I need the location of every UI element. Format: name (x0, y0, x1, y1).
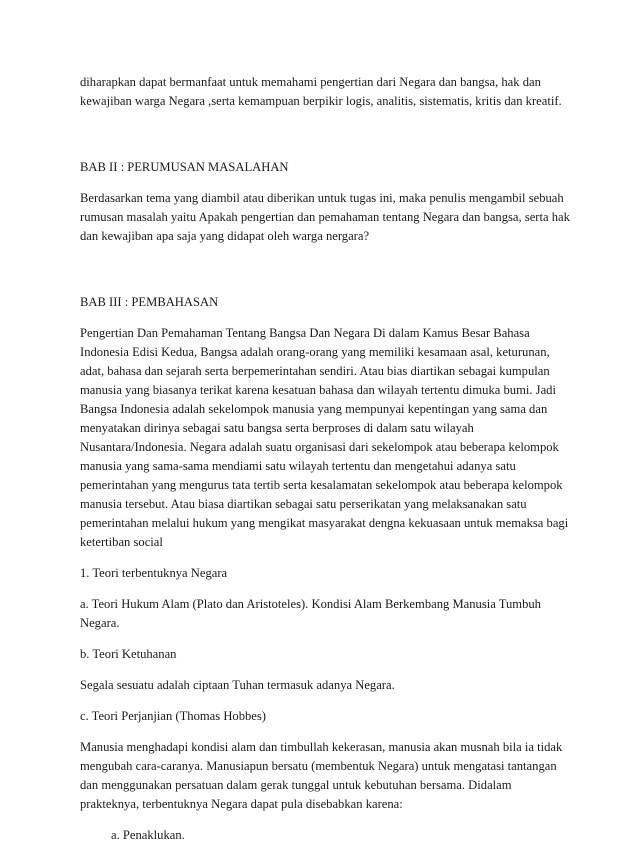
teori-heading: 1. Teori terbentuknya Negara (80, 566, 228, 580)
bab2-line: rumusan masalah yaitu Apakah pengertian dan pemahaman tentang Negara dan bangsa, serta hak (80, 210, 570, 224)
teori-c-line: prakteknya, terbentuknya Negara dapat pula disebabkan karena: (80, 797, 403, 811)
bab3-line: Indonesia Edisi Kedua, Bangsa adalah orang-orang yang memiliki kesamaan asal, keturunan, (80, 345, 550, 359)
teori-c-line: Manusia menghadapi kondisi alam dan timbullah kekerasan, manusia akan musnah bila ia tidak (80, 740, 563, 754)
bab2-paragraph (80, 189, 580, 246)
document-body (80, 73, 580, 857)
bab3-line: manusia yang sama-sama mendiami satu wilayah tertentu dan mengetahui adanya satu (80, 459, 516, 473)
bab3-heading: BAB III : PEMBAHASAN (80, 295, 219, 309)
bab2-heading: BAB II : PERUMUSAN MASALAHAN (80, 160, 289, 174)
bab3-line: pemerintahan melalui hukum yang mengikat masyarakat dengna kekuasaan untuk memaksa bagi (80, 516, 569, 530)
teori-c-heading: c. Teori Perjanjian (Thomas Hobbes) (80, 709, 266, 723)
intro-line: diharapkan dapat bermanfaat untuk memahami pengertian dari Negara dan bangsa, hak dan (80, 75, 541, 89)
teori-c-paragraph (80, 738, 580, 814)
teori-c-line: dan menggunakan persatuan dalam gerak tunggal untuk kebutuhan bersama. Didalam (80, 778, 512, 792)
teori-c-line: mengubah cara-caranya. Manusiapun bersatu (membentuk Negara) untuk mengatasi tantangan (80, 759, 557, 773)
teori-a-paragraph (80, 595, 580, 633)
bab3-line: manusia tersebut. Atau biasa diartikan sebagai satu perserikatan yang melaksanakan satu (80, 497, 527, 511)
bab3-line: manusia yang biasanya terikat karena kesatuan bahasa dan wilayah tertentu dimuka bumi. Jadi (80, 383, 556, 397)
bab3-line: pemerintahan yang mengurus tata tertib serta kesalamatan sekelompok atau beberapa kelompok (80, 478, 563, 492)
bab3-line: Bangsa Indonesia adalah sekelompok manusia yang mempunyai kepentingan yang sama dan (80, 402, 548, 416)
spacer (80, 123, 580, 158)
bab3-line: adat, bahasa dan sejarah serta berpemerintahan sendiri. Atau bias diartikan sebagai kumpulan (80, 364, 550, 378)
teori-a-line: a. Teori Hukum Alam (Plato dan Aristoteles). Kondisi Alam Berkembang Manusia Tumbuh (80, 597, 541, 611)
teori-b-text: Segala sesuatu adalah ciptaan Tuhan termasuk adanya Negara. (80, 678, 395, 692)
intro-paragraph (80, 73, 580, 111)
spacer (80, 258, 580, 293)
bab3-line: Nusantara/Indonesia. Negara adalah suatu organisasi dari sekelompok atau beberapa kelompok (80, 440, 559, 454)
sub-item-a: a. Penaklukan. (111, 828, 185, 842)
bab2-line: Berdasarkan tema yang diambil atau diberikan untuk tugas ini, maka penulis mengambil sebuah (80, 191, 564, 205)
teori-a-line: Negara. (80, 616, 120, 630)
bab2-line: dan kewajiban apa saja yang didapat oleh warga nergara? (80, 229, 370, 243)
intro-line: kewajiban warga Negara ,serta kemampuan berpikir logis, analitis, sistematis, kritis dan kreatif. (80, 94, 562, 108)
bab3-line: menyatakan dirinya sebagai satu bangsa serta berproses di dalam satu wilayah (80, 421, 474, 435)
teori-b-heading: b. Teori Ketuhanan (80, 647, 177, 661)
bab3-line: ketertiban social (80, 535, 163, 549)
bab3-paragraph (80, 324, 580, 552)
bab3-line: Pengertian Dan Pemahaman Tentang Bangsa Dan Negara Di dalam Kamus Besar Bahasa (80, 326, 530, 340)
